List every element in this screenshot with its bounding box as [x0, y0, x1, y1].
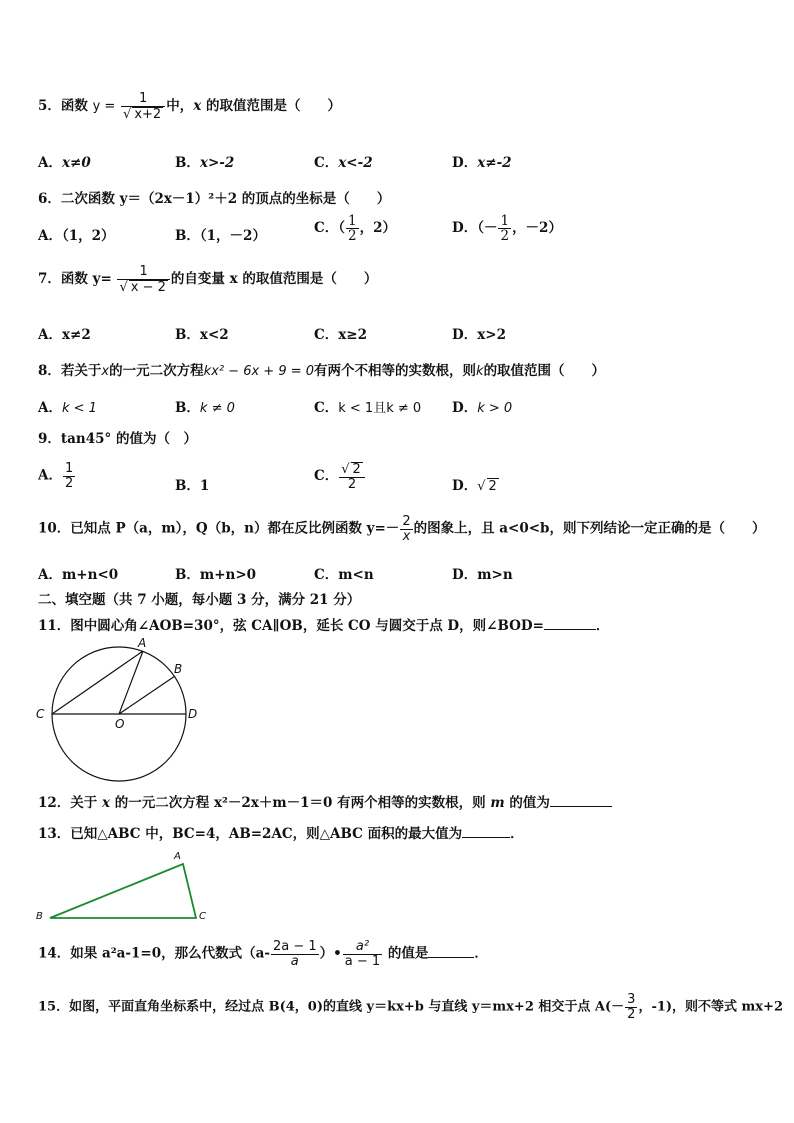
fraction [343, 940, 382, 968]
radius-oa [119, 651, 143, 714]
fraction-numerator: 1 [139, 264, 148, 279]
option-letter: D． [452, 155, 478, 171]
question-stem: 的图象上，且 a<0<b，则下列结论一定正确的是（ ） [413, 520, 766, 537]
option-d[interactable] [452, 151, 512, 171]
question-stem: 有两个不相等的实数根，则 [314, 363, 477, 379]
option-a[interactable] [38, 396, 97, 416]
option-text: m+n<0 [61, 567, 119, 583]
answer-blank[interactable] [544, 629, 596, 630]
option-text: k < 1且k ≠ 0 [338, 401, 422, 416]
option-letter: C． [314, 567, 339, 583]
variable: m [490, 795, 505, 811]
question-stem: 的一元二次方程 [109, 363, 204, 379]
fraction [63, 462, 75, 490]
question-stem: 15．如图，平面直角坐标系中，经过点 B(4，0)的直线 y＝kx+b 与直线 y＝mx+2 相交于点 A(－ [38, 999, 625, 1015]
answer-blank[interactable] [462, 837, 510, 838]
fraction [346, 214, 359, 243]
option-letter: B． [175, 567, 200, 583]
option-letter: D． [452, 400, 478, 416]
question-stem: 函数 y= [60, 271, 112, 288]
option-text: x≠2 [61, 327, 91, 343]
question-stem: 的取值范围是（ ） [201, 98, 341, 115]
option-a[interactable]: A．（1，2） [38, 228, 115, 244]
chord-ca [52, 651, 143, 714]
radicand: 2 [488, 479, 497, 494]
question-stem: 若关于 [60, 363, 102, 379]
option-a[interactable] [38, 151, 91, 171]
option-text: x≠-2 [477, 155, 512, 171]
option-letter: D． [452, 567, 478, 583]
fraction [271, 940, 319, 968]
option-text: x<2 [199, 327, 229, 343]
circle-diagram [30, 636, 198, 766]
option-c[interactable] [314, 214, 396, 243]
option-a[interactable] [38, 323, 91, 343]
fraction-denominator: √ x − 2 [117, 279, 169, 295]
question-13 [38, 822, 524, 842]
fraction-numerator: a² [355, 939, 370, 954]
option-d[interactable] [452, 474, 499, 494]
question-stem: 13．已知△ABC 中，BC=4，AB=2AC，则△ABC 面积的最大值为 [38, 826, 463, 842]
label-c: C [36, 707, 45, 721]
question-14 [38, 940, 488, 968]
question-8 [38, 359, 605, 379]
answer-blank[interactable] [550, 806, 612, 807]
option-letter: D． [452, 327, 478, 343]
option-letter: B． [175, 327, 200, 343]
option-letter: B． [175, 400, 200, 416]
option-text: x≠0 [61, 155, 91, 171]
fraction-denominator: x [400, 529, 412, 544]
question-stem: 14．如果 a²a-1=0，那么代数式（a- [38, 945, 270, 962]
option-letter: A． [38, 567, 62, 583]
answer-blank[interactable] [428, 957, 474, 958]
fraction [498, 214, 511, 243]
question-number: 6． [38, 191, 61, 207]
label-b: B [36, 911, 43, 922]
fraction-denominator: 2 [500, 228, 510, 245]
question-stem: ． [474, 945, 488, 962]
option-text: x<-2 [338, 155, 373, 171]
option-b[interactable]: B．（1，－2） [175, 228, 266, 244]
variable: x [193, 98, 202, 115]
radicand: x − 2 [130, 279, 166, 295]
fraction-denominator: a − 1 [344, 953, 381, 969]
option-text: m<n [338, 567, 374, 583]
question-stem: ． [595, 618, 610, 634]
question-number: 8． [38, 363, 61, 379]
option-d[interactable] [452, 396, 512, 416]
fraction-denominator: 2 [339, 477, 365, 492]
fraction-numerator: 2a − 1 [272, 939, 317, 954]
option-text: m+n>0 [199, 567, 257, 583]
option-b[interactable] [175, 151, 234, 171]
option-c[interactable] [314, 396, 421, 416]
fraction-denominator: 2 [64, 475, 74, 491]
fraction [339, 462, 365, 491]
option-text: x≥2 [338, 327, 368, 343]
option-letter: D． [452, 478, 478, 494]
option-b[interactable] [175, 563, 256, 583]
label-o: O [115, 717, 125, 731]
fraction-numerator: 2 [402, 514, 411, 529]
fraction-numerator: 1 [348, 213, 357, 229]
label-d: D [188, 707, 198, 721]
question-stem: 11．图中圆心角∠AOB=30°，弦 CA∥OB，延长 CO 与圆交于点 D，则∠BOD= [38, 618, 544, 634]
question-stem: ，-1)，则不等式 mx+2 [638, 999, 783, 1015]
sqrt-expression: √ 2 [477, 479, 497, 494]
question-stem: 的取值范围（ ） [483, 363, 606, 379]
fraction-denominator: √ x+2 [121, 106, 165, 122]
question-stem: 函数 [60, 98, 93, 115]
equation: x²－2x＋m－1＝0 [213, 795, 333, 811]
option-c[interactable] [314, 323, 367, 343]
option-text: k < 1 [61, 401, 97, 416]
option-d[interactable] [452, 323, 506, 343]
label-b: B [174, 662, 183, 676]
question-6 [38, 187, 390, 207]
variable: k [476, 364, 484, 379]
section-heading: 二、填空题（共 7 小题，每小题 3 分，满分 21 分） [38, 592, 361, 608]
option-letter: C． [314, 400, 339, 416]
option-letter: C． [314, 468, 339, 485]
fraction [117, 265, 169, 294]
variable: x [101, 364, 110, 379]
option-d[interactable] [452, 563, 513, 583]
option-b[interactable]: B．1 [175, 478, 210, 494]
question-stem: 的值是 [383, 945, 429, 962]
option-text: m>n [477, 567, 513, 583]
option-letter: A． [38, 327, 62, 343]
option-c[interactable] [314, 563, 374, 583]
label-a: A [174, 851, 181, 862]
question-stem: 已知点 P（a，m），Q（b，n）都在反比例函数 y=－ [70, 520, 400, 537]
question-number: 10． [38, 520, 71, 537]
fraction-numerator: √ 2 [341, 462, 361, 477]
question-stem: 的一元二次方程 [110, 795, 214, 811]
option-a[interactable] [38, 462, 76, 490]
triangle-diagram [34, 848, 214, 928]
question-number: 9． [38, 431, 61, 447]
question-10 [38, 515, 766, 543]
triangle-abc [50, 864, 196, 918]
question-number: 5． [38, 98, 61, 115]
variable: x [102, 795, 111, 811]
function-symbol: y = [92, 99, 116, 115]
option-text: C．（ [314, 220, 345, 237]
option-b[interactable] [175, 323, 229, 343]
question-stem: 二次函数 y＝（2x－1）²＋2 的顶点的坐标是（ ） [60, 191, 391, 207]
question-stem: 中， [166, 98, 194, 115]
question-stem: 有两个相等的实数根，则 [332, 795, 491, 811]
fraction-denominator: 2 [627, 1006, 636, 1022]
label-a: A [138, 636, 147, 650]
option-text: k > 0 [477, 401, 513, 416]
question-stem: 的值为 [504, 795, 550, 811]
fraction-denominator: 2 [348, 228, 357, 245]
question-stem: 12．关于 [38, 795, 102, 811]
option-text: x>-2 [199, 155, 235, 171]
option-letter: B． [175, 155, 200, 171]
question-stem: 的自变量 x 的取值范围是（ ） [170, 271, 378, 288]
radius-ob [119, 676, 175, 714]
option-c[interactable] [314, 151, 373, 171]
fraction-denominator: a [271, 954, 319, 969]
fraction-numerator: 1 [500, 213, 510, 229]
option-text: x>2 [477, 327, 506, 343]
fraction-numerator: 1 [138, 91, 148, 106]
fraction-numerator: 3 [627, 992, 636, 1007]
fraction [625, 993, 637, 1021]
label-c: C [199, 911, 206, 922]
question-12 [38, 791, 612, 811]
fraction [400, 515, 412, 543]
fraction-numerator: 1 [64, 461, 74, 476]
option-b[interactable] [175, 396, 235, 416]
option-text: k ≠ 0 [199, 401, 235, 416]
question-15 [38, 993, 783, 1021]
option-d[interactable] [452, 214, 562, 243]
radicand: 2 [352, 462, 361, 477]
equation: kx² − 6x + 9 = 0 [203, 364, 315, 379]
option-letter: A． [38, 155, 62, 171]
question-9 [38, 427, 197, 447]
question-stem: ）• [319, 945, 342, 962]
option-a[interactable] [38, 563, 118, 583]
question-stem: ． [510, 826, 524, 842]
option-letter: C． [314, 155, 339, 171]
option-letter: C． [314, 327, 339, 343]
option-text: ，－2） [512, 220, 562, 237]
radicand: x+2 [134, 106, 162, 122]
option-letter: A． [38, 400, 62, 416]
question-5 [38, 92, 341, 121]
option-text: ，2） [359, 220, 396, 237]
option-text: D．（－ [452, 220, 498, 237]
option-c[interactable] [314, 462, 366, 491]
option-letter: A． [38, 467, 62, 484]
question-11 [38, 614, 609, 634]
question-7 [38, 265, 377, 294]
question-stem: tan45° 的值为（ ） [60, 431, 197, 447]
question-number: 7． [38, 271, 61, 288]
fraction [121, 92, 165, 121]
